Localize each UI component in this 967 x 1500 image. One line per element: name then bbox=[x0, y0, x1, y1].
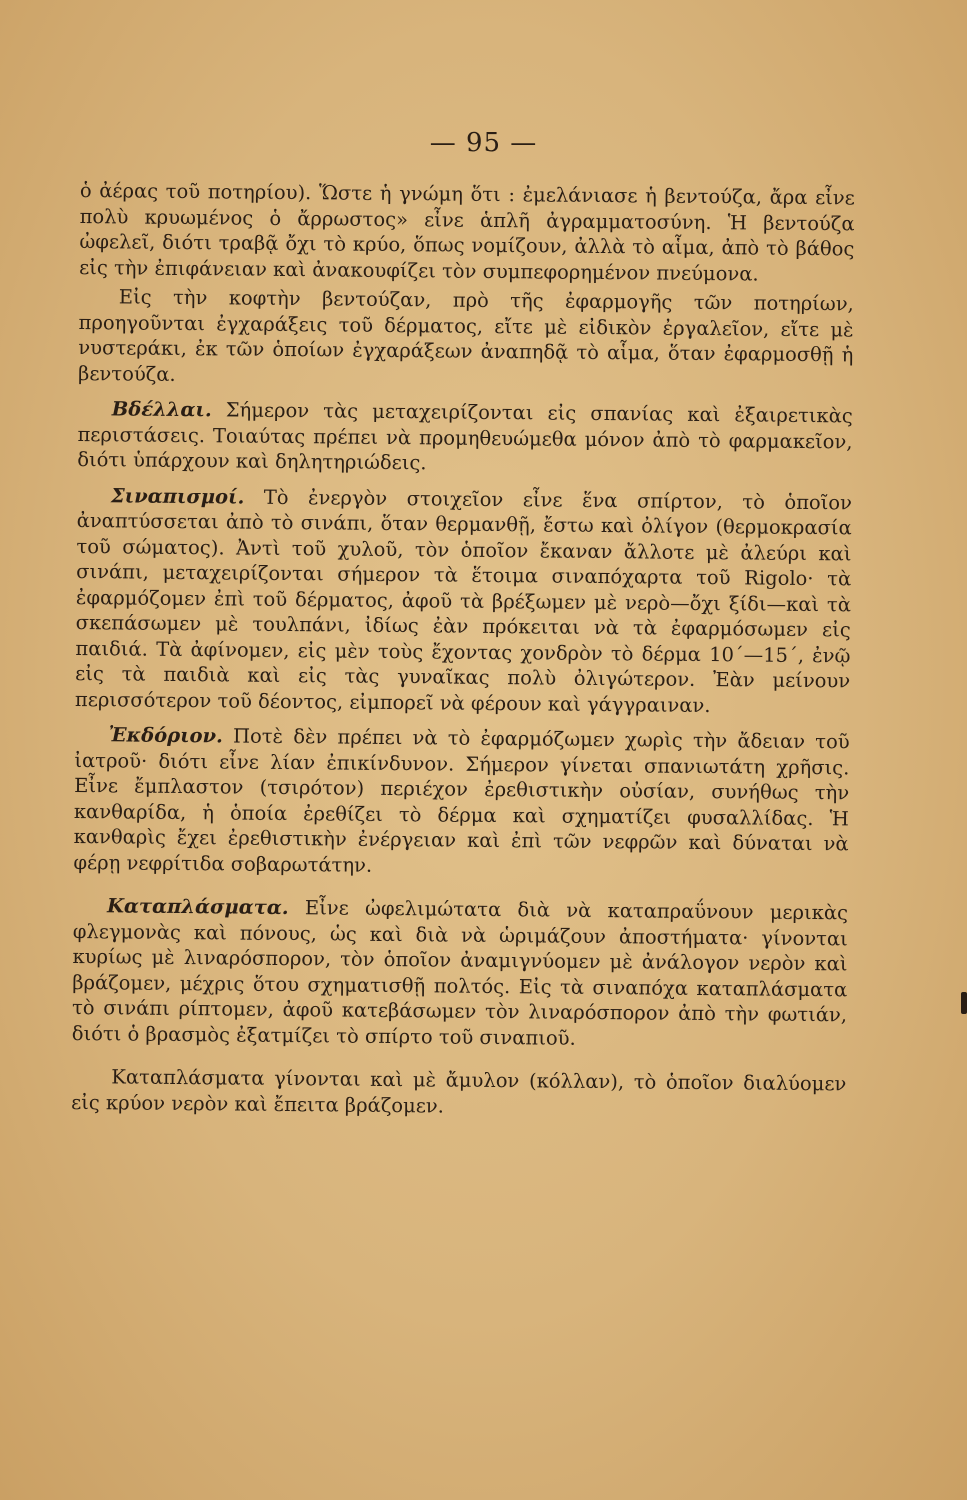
page-number: — 95 — bbox=[429, 128, 538, 158]
paragraph-ekdorion bbox=[73, 722, 849, 882]
section-heading-sinapismoi: Σιναπισμοί. bbox=[110, 483, 245, 509]
paragraph-amylon: Καταπλάσματα γίνονται καὶ μὲ ἄμυλον (κόλλαν), τὸ ὁποῖον διαλύομεν εἰς κρύον νερὸν καὶ ἔπειτα βράζομεν. bbox=[71, 1065, 847, 1118]
body-text bbox=[71, 178, 855, 1126]
paragraph-kataplasmata bbox=[72, 893, 848, 1053]
paragraph-sinapismoi bbox=[75, 482, 852, 719]
paragraph-ventouza-continuation: ὁ ἀέρας τοῦ ποτηρίου). Ὥστε ἡ γνώμη ὅτι : ἐμελάνιασε ἡ βεντούζα, ἄρα εἶνε πολὺ κρυωμένος ὁ ἄρρωστος» εἶνε ἁπλῆ ἀγραμματοσύνη. Ἡ βεντούζα ὠφελεῖ, διότι τραβᾷ ὄχι τὸ κρύο, ὅπως νομίζουν, ἀλλὰ τὸ αἷμα, ἀπὸ τὸ βάθος εἰς τὴν ἐπιφάνειαν καὶ ἀνακουφίζει τὸν συμπεφορημένον πνεύμονα. bbox=[79, 178, 855, 286]
section-heading-vdellai: Βδέλλαι. bbox=[111, 397, 212, 422]
paragraph-kataplasmata-text: Εἶνε ὠφελιμώτατα διὰ νὰ καταπραΰνουν μερικὰς φλεγμονὰς καὶ πόνους, ὡς καὶ διὰ νὰ ὡριμάζουν ἀποστήματα· γίνονται κυρίως μὲ λιναρόσπορον, τὸν ὁποῖον ἀναμιγνύομεν μὲ ἀνάλογον νερὸν καὶ βράζομεν, μέχρις ὅτου σχηματισθῇ πολτός. Εἰς τὰ σιναπόχα καταπλάσματα τὸ σινάπι ρίπτομεν, ἀφοῦ κατεβάσωμεν τὸν λιναρόσπορον ἀπὸ τὴν φωτιάν, διότι ὁ βρασμὸς ἐξατμίζει τὸ σπίρτο τοῦ σιναπιοῦ. bbox=[71, 896, 849, 1050]
paragraph-vdellai-text: Σήμερον τὰς μεταχειρίζονται εἰς σπανίας καὶ ἐξαιρετικὰς περιστάσεις. Τοιαύτας πρέπει νὰ προμηθευώμεθα μόνον ἀπὸ τὸ φαρμακεῖον, διότι ὑπάρχουν καὶ δηλητηριώδεις. bbox=[77, 398, 853, 475]
paragraph-vdellai bbox=[77, 396, 853, 480]
paragraph-ekdorion-text: Ποτὲ δὲν πρέπει νὰ τὸ ἐφαρμόζωμεν χωρὶς τὴν ἄδειαν τοῦ ἰατροῦ· διότι εἶνε λίαν ἐπικίνδυνον. Σήμερον γίνεται σπανιωτάτη χρῆσις. Εἶνε ἔμπλαστον (τσιρότον) περιέχον ἐρεθιστικὴν οὐσίαν, συνήθως τὴν κανθαρίδα, ἡ ὁποία ἐρεθίζει τὸ δέρμα καὶ σχηματίζει φυσαλλίδας. Ἡ κανθαρὶς ἔχει ἐρεθιστικὴν ἐνέργειαν καὶ ἐπὶ τῶν νεφρῶν καὶ δύναται νὰ φέρῃ νεφρίτιδα σοβαρωτάτην. bbox=[73, 724, 850, 877]
section-heading-kataplasmata: Καταπλάσματα. bbox=[106, 894, 289, 920]
paragraph-kofti-ventouza: Εἰς τὴν κοφτὴν βεντούζαν, πρὸ τῆς ἐφαρμογῆς τῶν ποτηρίων, προηγοῦνται ἐγχαράξεις τοῦ δέρματος, εἴτε μὲ εἰδικὸν ἐργαλεῖον, εἴτε μὲ νυστεράκι, ἐκ τῶν ὁποίων ἐγχαράξεων ἀναπηδᾷ τὸ αἷμα, ὅταν ἐφαρμοσθῇ ἡ βεντούζα. bbox=[78, 285, 854, 386]
paragraph-sinapismoi-text: Τὸ ἐνεργὸν στοιχεῖον εἶνε ἕνα σπίρτον, τὸ ὁποῖον ἀναπτύσσεται ἀπὸ τὸ σινάπι, ὅταν θερμανθῇ, ἔστω καὶ ὀλίγον (θερμοκρασία τοῦ σώματος). Ἀντὶ τοῦ χυλοῦ, τὸν ὁποῖον ἔκαναν ἄλλοτε μὲ ἀλεύρι καὶ σινάπι, μεταχειρίζονται σήμερον τὰ ἕτοιμα σιναπόχαρτα τοῦ Rigolo· τὰ ἐφαρμόζομεν ἐπὶ τοῦ δέρματος, ἀφοῦ τὰ βρέξωμεν μὲ νερὸ—ὄχι ξίδι—καὶ τὰ σκεπάσωμεν μὲ τουλπάνι, ἰδίως ἐὰν πρόκειται νὰ τὰ ἐφαρμόσωμεν εἰς παιδιά. Τὰ ἀφίνομεν, εἰς μὲν τοὺς ἔχοντας χονδρὸν τὸ δέρμα 10΄—15΄, ἐνῷ εἰς τὰ παιδιὰ καὶ εἰς τὰς γυναῖκας πολὺ ὀλιγώτερον. Ἐὰν μείνουν περισσότερον τοῦ δέοντος, εἰμπορεῖ νὰ φέρουν καὶ γάγγραιναν. bbox=[74, 485, 853, 717]
page-edge-mark bbox=[961, 992, 967, 1014]
section-heading-ekdorion: Ἐκδόριον. bbox=[108, 723, 224, 748]
